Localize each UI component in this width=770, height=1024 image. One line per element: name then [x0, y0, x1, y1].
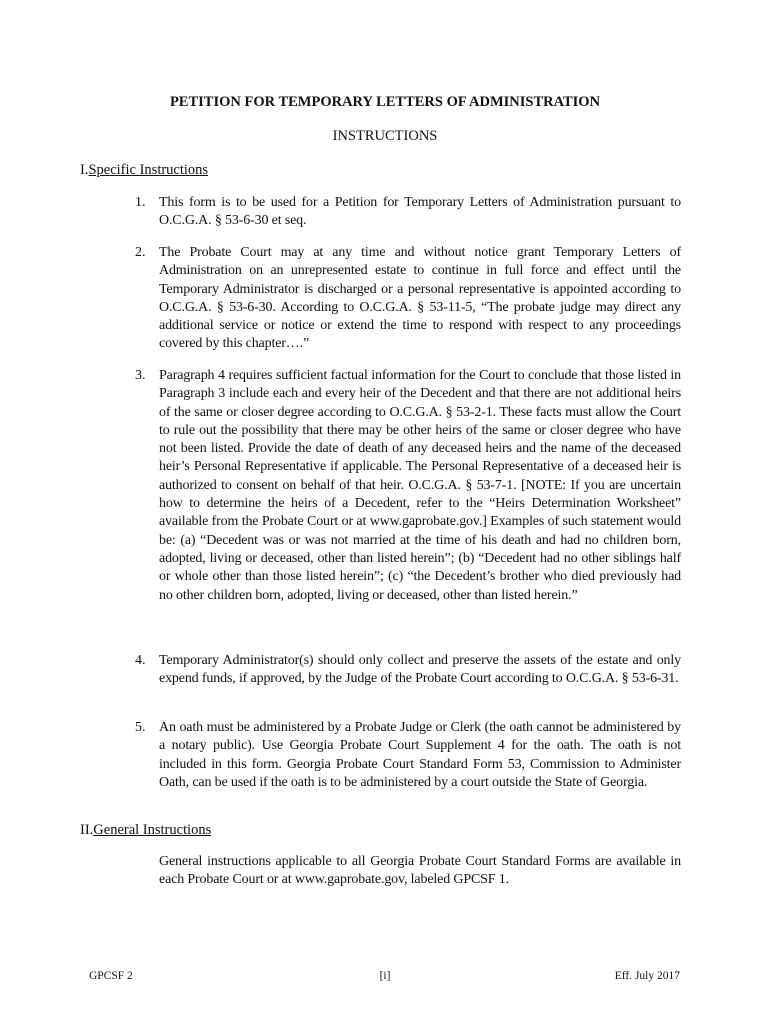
footer-effective-date: Eff. July 2017 [614, 970, 680, 982]
section-numeral: I. [80, 162, 89, 178]
instruction-item-1 [135, 194, 681, 231]
item-number: 3. [135, 368, 146, 383]
item-text: Paragraph 4 requires sufficient factual information for the Court to conclude that those listed in Paragraph 3 include each and every heir of the Decedent and that there are not additional heirs of the same or closer degree according to O.C.G.A. § 53-2-1. These facts must allow the Court to rule out the possibility that there may be other heirs of the same or closer degree who have not been listed. Provide the date of death of any deceased heirs and the name of the deceased heir’s Personal Representative if applicable. The Personal Representative of a deceased heir is authorized to consent on behalf of that heir. O.C.G.A. § 53-7-1. [NOTE: If you are uncertain how to determine the heirs of a Decedent, refer to the “Heirs Determination Worksheet” available from the Probate Court or at www.gaprobate.gov.] Examples of such statement would be: (a) “Decedent was or was not married at the time of his death and had no children born, adopted, living or deceased, other than listed herein”; (b) “Decedent had no other siblings half or whole other than those listed herein”; (c) “the Decedent’s brother who died previously had no other children born, adopted, living or deceased, other than listed herein.” [159, 368, 681, 603]
item-text: Temporary Administrator(s) should only collect and preserve the assets of the estate and only expend funds, if approved, by the Judge of the Probate Court according to O.C.G.A. § 53-6-31. [159, 653, 681, 687]
section-specific-instructions [80, 162, 208, 179]
instruction-item-5 [135, 719, 681, 792]
instruction-item-2 [135, 244, 681, 354]
instructions-heading: INSTRUCTIONS [332, 128, 438, 144]
footer-form-id: GPCSF 2 [89, 970, 133, 982]
section-numeral: II. [80, 822, 94, 838]
footer-page-number: [i] [379, 970, 391, 982]
section-heading: Specific Instructions [88, 162, 209, 178]
item-text: An oath must be administered by a Probate Judge or Clerk (the oath cannot be administered by a notary public). Use Georgia Probate Court Supplement 4 for the oath. The oath is not included in this form. Georgia Probate Court Standard Form 53, Commission to Administer Oath, can be used if the oath is to be administered by a court outside the State of Georgia. [159, 720, 681, 790]
document-title: PETITION FOR TEMPORARY LETTERS OF ADMINISTRATION [169, 94, 601, 110]
instruction-item-3 [135, 367, 681, 605]
item-text: The Probate Court may at any time and without notice grant Temporary Letters of Administration on an unrepresented estate to continue in full force and effect until the Temporary Administrator is discharged or a personal representative is appointed according to O.C.G.A. § 53-6-30. According to O.C.G.A. § 53-11-5, “The probate judge may direct any additional service or notice or extend the time to respond with respect to any proceedings covered by this chapter….” [159, 245, 681, 352]
instruction-item-4 [135, 652, 681, 689]
item-number: 2. [135, 245, 146, 260]
item-text: This form is to be used for a Petition for Temporary Letters of Administration pursuant to O.C.G.A. § 53-6-30 et seq. [159, 195, 681, 229]
general-instructions-text: General instructions applicable to all Georgia Probate Court Standard Forms are available in each Probate Court or at www.gaprobate.gov, labeled GPCSF 1. [159, 854, 681, 888]
section-heading: General Instructions [93, 822, 212, 838]
item-number: 4. [135, 653, 146, 668]
item-number: 1. [135, 195, 146, 210]
item-number: 5. [135, 720, 146, 735]
section-general-instructions [80, 822, 211, 839]
